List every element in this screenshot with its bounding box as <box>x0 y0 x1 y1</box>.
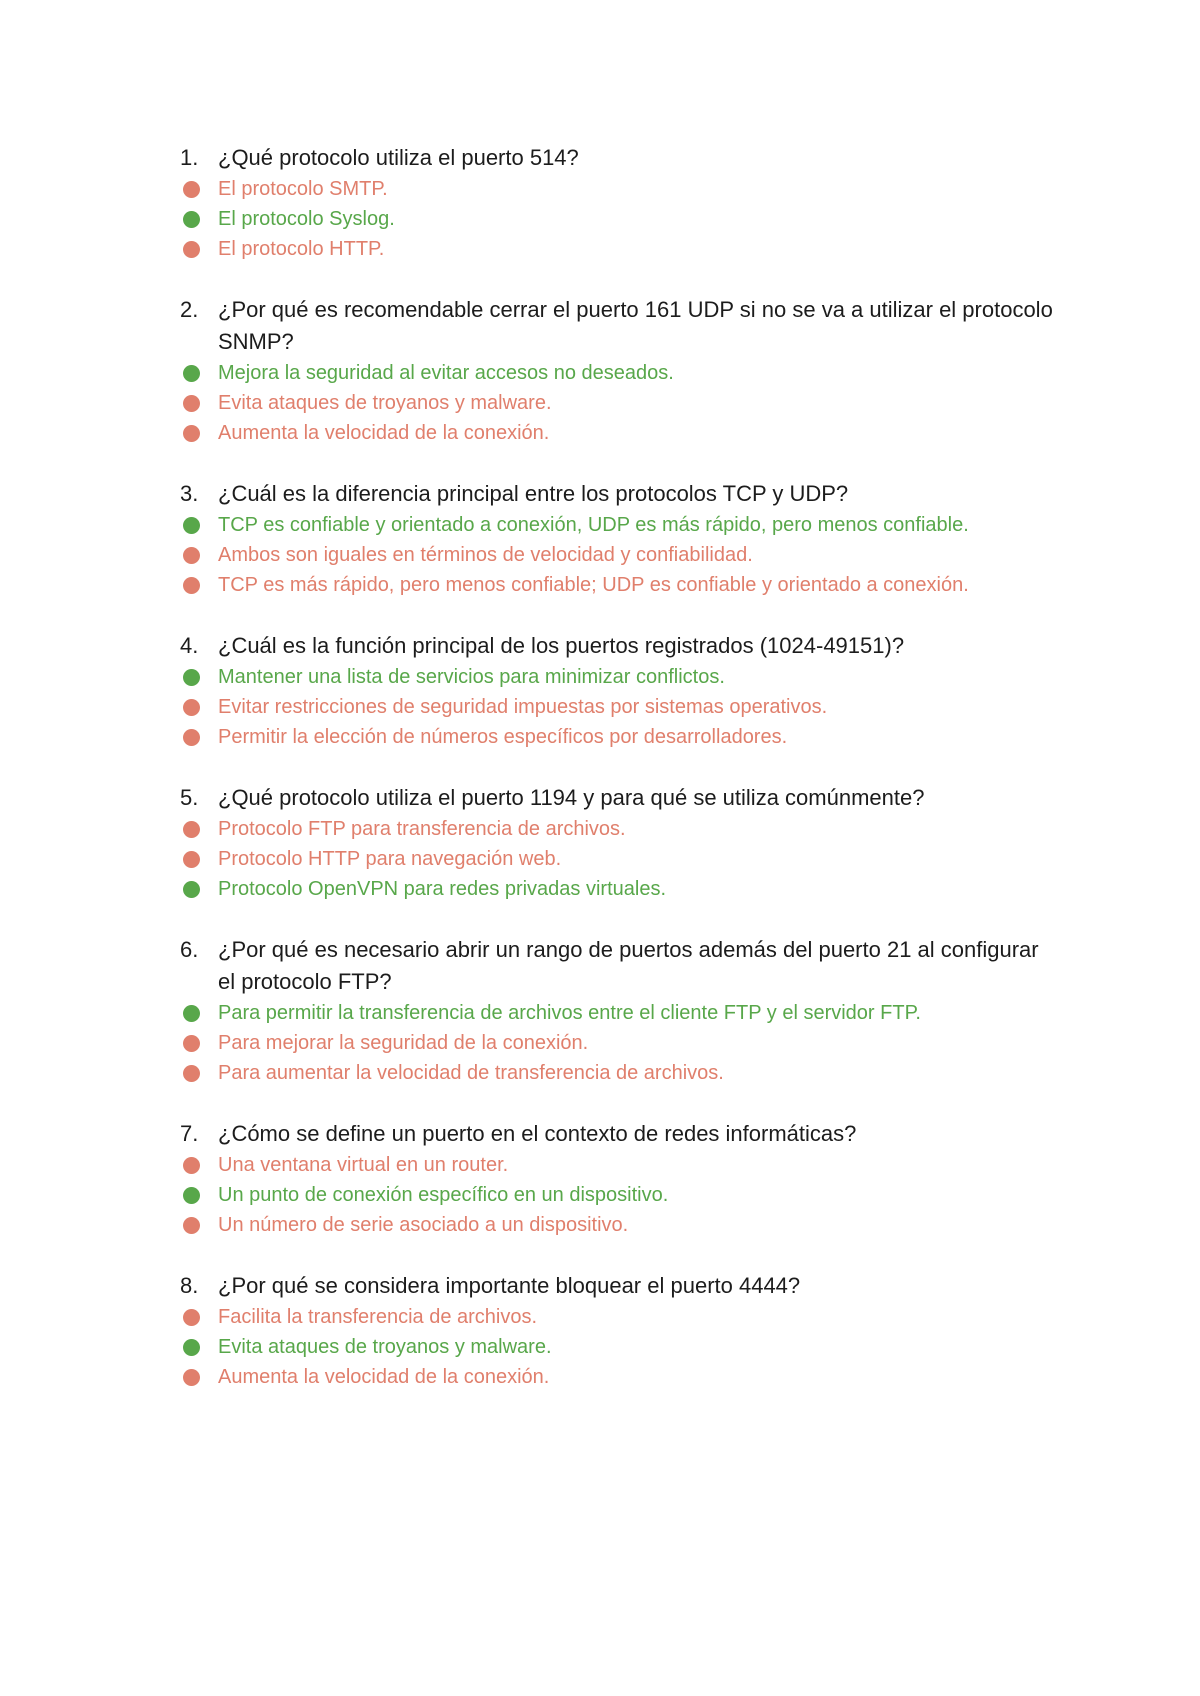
answer-option-incorrect <box>180 722 1060 752</box>
bullet-dot-icon <box>183 211 200 228</box>
answer-option-text: Aumenta la velocidad de la conexión. <box>218 422 550 444</box>
answer-option-text: Para aumentar la velocidad de transferencia de archivos. <box>218 1062 724 1084</box>
answer-options <box>180 510 1060 600</box>
answer-option-incorrect <box>180 1210 1060 1240</box>
question <box>180 934 1060 998</box>
answer-option-text: El protocolo SMTP. <box>218 178 388 200</box>
question-text: ¿Cuál es la diferencia principal entre los protocolos TCP y UDP? <box>218 481 849 506</box>
bullet-dot-icon <box>183 181 200 198</box>
answer-option-text: Ambos son iguales en términos de velocidad y confiabilidad. <box>218 544 753 566</box>
question-text: ¿Por qué es recomendable cerrar el puerto 161 UDP si no se va a utilizar el protocolo SNMP? <box>218 297 1053 354</box>
answer-option-text: TCP es confiable y orientado a conexión, UDP es más rápido, pero menos confiable. <box>218 514 969 536</box>
question <box>180 630 1060 662</box>
answer-options <box>180 662 1060 752</box>
answer-option-text: Protocolo OpenVPN para redes privadas virtuales. <box>218 878 667 900</box>
answer-option-incorrect <box>180 1150 1060 1180</box>
answer-option-incorrect <box>180 1028 1060 1058</box>
question-block-2 <box>180 294 1060 448</box>
question-number: 3. <box>180 481 199 506</box>
bullet-dot-icon <box>183 669 200 686</box>
answer-option-text: El protocolo Syslog. <box>218 208 395 230</box>
answer-option-text: Para permitir la transferencia de archivos entre el cliente FTP y el servidor FTP. <box>218 1002 921 1024</box>
bullet-dot-icon <box>183 577 200 594</box>
bullet-dot-icon <box>183 1005 200 1022</box>
question-number: 2. <box>180 297 199 322</box>
answer-option-text: Una ventana virtual en un router. <box>218 1154 509 1176</box>
answer-option-incorrect <box>180 814 1060 844</box>
question-block-4 <box>180 630 1060 752</box>
answer-option-text: TCP es más rápido, pero menos confiable; UDP es confiable y orientado a conexión. <box>218 574 969 596</box>
answer-options <box>180 174 1060 264</box>
answer-option-correct <box>180 998 1060 1028</box>
question-number: 4. <box>180 633 199 658</box>
answer-option-correct <box>180 662 1060 692</box>
question-number: 6. <box>180 937 199 962</box>
bullet-dot-icon <box>183 699 200 716</box>
answer-option-incorrect <box>180 1302 1060 1332</box>
answer-option-text: Evitar restricciones de seguridad impuestas por sistemas operativos. <box>218 696 828 718</box>
answer-option-incorrect <box>180 1362 1060 1392</box>
answer-option-correct <box>180 1332 1060 1362</box>
answer-option-incorrect <box>180 692 1060 722</box>
answer-option-text: Mejora la seguridad al evitar accesos no deseados. <box>218 362 674 384</box>
question-block-1 <box>180 142 1060 264</box>
question-number: 7. <box>180 1121 199 1146</box>
answer-option-text: Evita ataques de troyanos y malware. <box>218 1336 552 1358</box>
answer-option-correct <box>180 1180 1060 1210</box>
question <box>180 294 1060 358</box>
question-block-5 <box>180 782 1060 904</box>
answer-option-text: Evita ataques de troyanos y malware. <box>218 392 552 414</box>
question-text: ¿Por qué es necesario abrir un rango de puertos además del puerto 21 al configurar el protocolo FTP? <box>218 937 1039 994</box>
bullet-dot-icon <box>183 1035 200 1052</box>
question <box>180 782 1060 814</box>
bullet-dot-icon <box>183 425 200 442</box>
answer-options <box>180 1150 1060 1240</box>
answer-option-text: Un punto de conexión específico en un dispositivo. <box>218 1184 669 1206</box>
answer-option-text: Mantener una lista de servicios para minimizar conflictos. <box>218 666 725 688</box>
answer-option-text: Aumenta la velocidad de la conexión. <box>218 1366 550 1388</box>
answer-options <box>180 358 1060 448</box>
question <box>180 478 1060 510</box>
bullet-dot-icon <box>183 1339 200 1356</box>
quiz-list <box>180 142 1060 1422</box>
answer-option-incorrect <box>180 1058 1060 1088</box>
bullet-dot-icon <box>183 729 200 746</box>
bullet-dot-icon <box>183 881 200 898</box>
question <box>180 1118 1060 1150</box>
question-text: ¿Por qué se considera importante bloquear el puerto 4444? <box>218 1273 801 1298</box>
answer-options <box>180 998 1060 1088</box>
question-block-6 <box>180 934 1060 1088</box>
question-block-3 <box>180 478 1060 600</box>
bullet-dot-icon <box>183 1217 200 1234</box>
answer-option-correct <box>180 874 1060 904</box>
question-number: 5. <box>180 785 199 810</box>
question-number: 1. <box>180 145 199 170</box>
bullet-dot-icon <box>183 395 200 412</box>
answer-options <box>180 814 1060 904</box>
question <box>180 142 1060 174</box>
answer-option-text: Protocolo FTP para transferencia de archivos. <box>218 818 626 840</box>
bullet-dot-icon <box>183 1369 200 1386</box>
answer-option-incorrect <box>180 570 1060 600</box>
bullet-dot-icon <box>183 1157 200 1174</box>
answer-option-incorrect <box>180 418 1060 448</box>
answer-option-incorrect <box>180 234 1060 264</box>
question <box>180 1270 1060 1302</box>
bullet-dot-icon <box>183 547 200 564</box>
answer-option-text: Para mejorar la seguridad de la conexión. <box>218 1032 589 1054</box>
answer-option-correct <box>180 204 1060 234</box>
bullet-dot-icon <box>183 365 200 382</box>
bullet-dot-icon <box>183 517 200 534</box>
answer-option-incorrect <box>180 844 1060 874</box>
question-text: ¿Qué protocolo utiliza el puerto 514? <box>218 145 579 170</box>
answer-option-incorrect <box>180 174 1060 204</box>
question-text: ¿Cuál es la función principal de los puertos registrados (1024-49151)? <box>218 633 905 658</box>
bullet-dot-icon <box>183 1309 200 1326</box>
question-text: ¿Cómo se define un puerto en el contexto de redes informáticas? <box>218 1121 857 1146</box>
question-block-7 <box>180 1118 1060 1240</box>
answer-option-correct <box>180 510 1060 540</box>
bullet-dot-icon <box>183 821 200 838</box>
question-text: ¿Qué protocolo utiliza el puerto 1194 y para qué se utiliza comúnmente? <box>218 785 925 810</box>
bullet-dot-icon <box>183 241 200 258</box>
answer-option-text: Permitir la elección de números específicos por desarrolladores. <box>218 726 788 748</box>
answer-option-incorrect <box>180 388 1060 418</box>
answer-option-incorrect <box>180 540 1060 570</box>
answer-option-correct <box>180 358 1060 388</box>
answer-option-text: El protocolo HTTP. <box>218 238 385 260</box>
answer-options <box>180 1302 1060 1392</box>
bullet-dot-icon <box>183 1065 200 1082</box>
answer-option-text: Un número de serie asociado a un dispositivo. <box>218 1214 629 1236</box>
bullet-dot-icon <box>183 851 200 868</box>
answer-option-text: Facilita la transferencia de archivos. <box>218 1306 538 1328</box>
answer-option-text: Protocolo HTTP para navegación web. <box>218 848 562 870</box>
question-number: 8. <box>180 1273 199 1298</box>
bullet-dot-icon <box>183 1187 200 1204</box>
question-block-8 <box>180 1270 1060 1392</box>
